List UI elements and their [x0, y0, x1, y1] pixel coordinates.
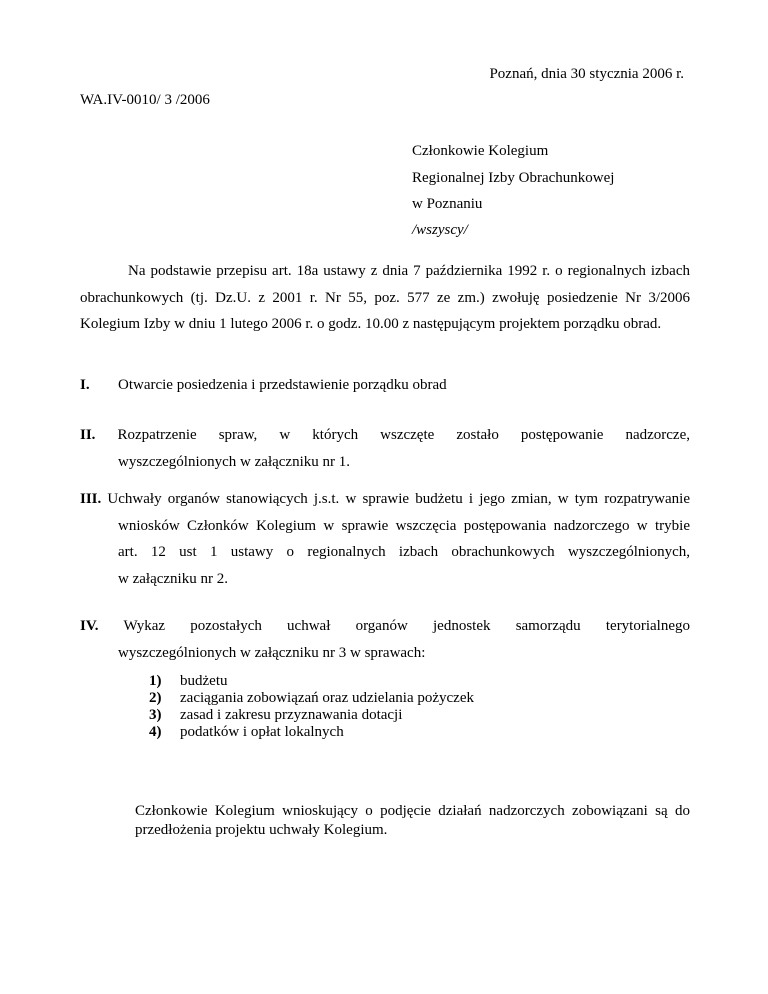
agenda-item-2-line-1-wrap [80, 422, 690, 449]
list-item-text: podatków i opłat lokalnych [180, 724, 344, 740]
agenda-item-4-line-1: Wykaz pozostałych uchwał organów jednostek samorządu terytorialnego [123, 618, 690, 634]
list-item-number: 2) [149, 690, 162, 706]
agenda-item-3-line-4: w załączniku nr 2. [118, 570, 228, 587]
agenda-item-2-line-1: Rozpatrzenie spraw, w których wszczęte zostało postępowanie nadzorcze, [117, 427, 690, 443]
agenda-item-4-line-1-wrap [80, 613, 690, 640]
intro-paragraph: Na podstawie przepisu art. 18a ustawy z dnia 7 października 1992 r. o regionalnych izbach obrachunkowych (tj. Dz.U. z 2001 r. Nr 55, poz. 577 ze zm.) zwołuję posiedzenie Nr 3/2006 Kolegium Izby w dniu 1 lutego 2006 r. o godz. 10.00 z następującym projektem porządku obrad. [80, 263, 690, 332]
agenda-item-4-line-2: wyszczególnionych w załączniku nr 3 w sprawach: [118, 644, 426, 661]
list-item-text: budżetu [180, 673, 228, 689]
agenda-item-3-line-1-wrap [80, 486, 690, 513]
reference-number: WA.IV-0010/ 3 /2006 [80, 92, 210, 108]
list-item-number: 3) [149, 707, 162, 723]
agenda-item-3-line-2: wniosków Członków Kolegium w sprawie wszczęcia postępowania nadzorczego w trybie [118, 517, 690, 534]
recipient-line-1: Członkowie Kolegium [412, 143, 549, 159]
agenda-item-2 [80, 422, 690, 475]
closing-paragraph: Członkowie Kolegium wnioskujący o podjęcie działań nadzorczych zobowiązani są do przedłożenia projektu uchwały Kolegium. [135, 803, 690, 838]
agenda-item-4-number: IV. [80, 618, 99, 634]
agenda-item-3-line-1: Uchwały organów stanowiących j.s.t. w sprawie budżetu i jego zmian, w tym rozpatrywanie [107, 491, 691, 507]
list-item-number: 1) [149, 673, 162, 689]
list-item [149, 724, 474, 741]
agenda-item-1 [80, 372, 690, 399]
list-item [149, 673, 474, 690]
agenda-item-3-number: III. [80, 491, 102, 507]
recipient-line-4: /wszyscy/ [412, 222, 468, 238]
agenda-item-4 [80, 613, 690, 666]
list-item-text: zaciągania zobowiązań oraz udzielania pożyczek [180, 690, 474, 706]
agenda-item-1-text: Otwarcie posiedzenia i przedstawienie porządku obrad [118, 377, 447, 393]
document-date: Poznań, dnia 30 stycznia 2006 r. [489, 66, 684, 82]
agenda-item-2-number: II. [80, 427, 96, 443]
list-item-number: 4) [149, 724, 162, 740]
recipient-line-3: w Poznaniu [412, 196, 483, 212]
list-item-text: zasad i zakresu przyznawania dotacji [180, 707, 403, 723]
agenda-item-3-line-3: art. 12 ust 1 ustawy o regionalnych izbach obrachunkowych wyszczególnionych, [118, 544, 690, 560]
agenda-item-3 [80, 486, 690, 592]
matters-list [149, 673, 474, 741]
recipient-line-2: Regionalnej Izby Obrachunkowej [412, 170, 615, 186]
list-item [149, 707, 474, 724]
agenda-item-2-line-2: wyszczególnionych w załączniku nr 1. [118, 453, 350, 470]
agenda-item-1-number: I. [80, 377, 90, 393]
list-item [149, 690, 474, 707]
